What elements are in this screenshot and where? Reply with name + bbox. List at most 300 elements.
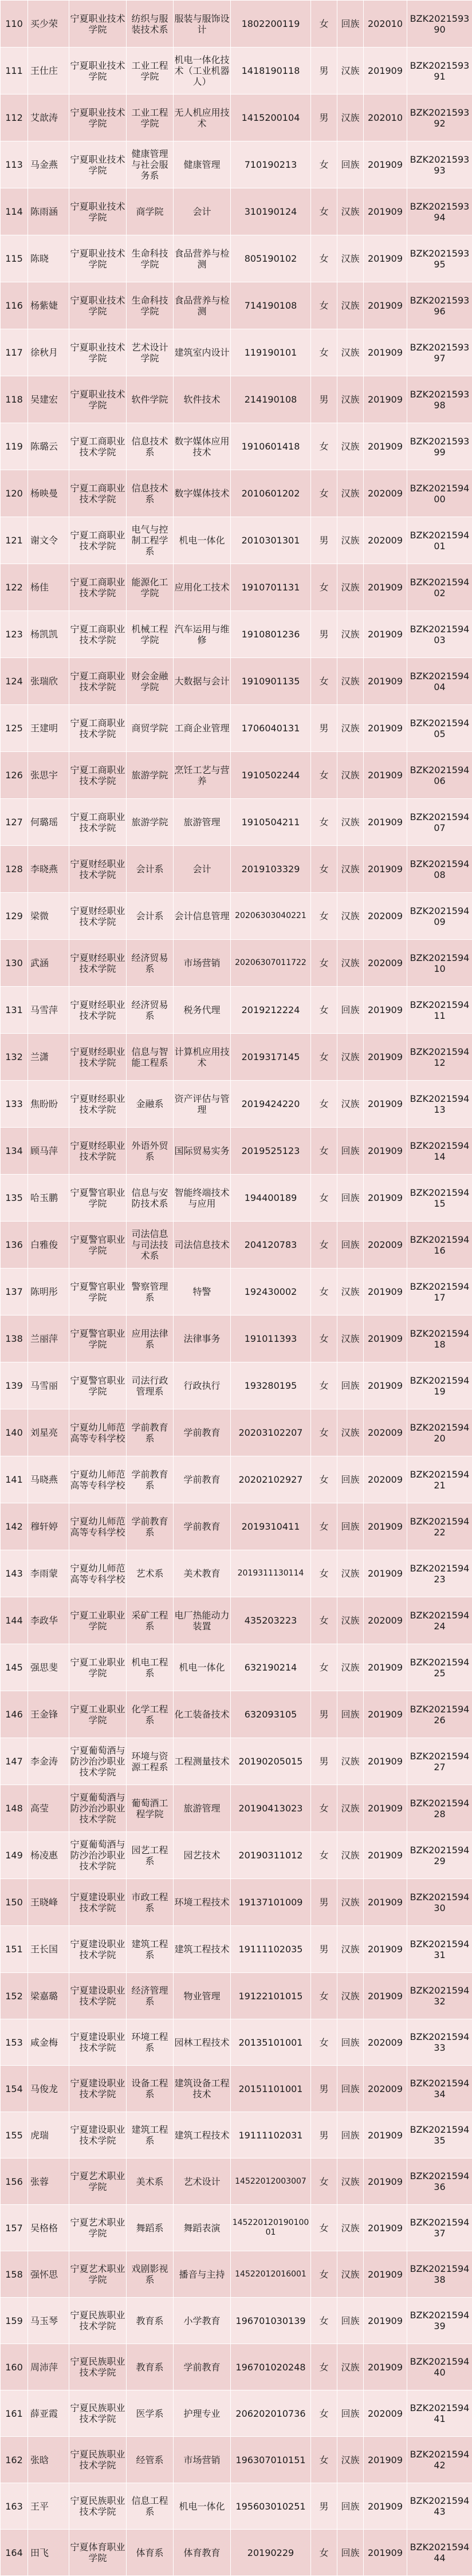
- cell-name: 刘星亮: [28, 1409, 69, 1456]
- cell-enrollment: 202009: [364, 1597, 407, 1644]
- cell-department: 教育系: [127, 2298, 174, 2344]
- cell-department: 旅游学院: [127, 752, 174, 799]
- table-row: [1, 658, 472, 705]
- cell-school: 宁夏职业技术学院: [69, 188, 127, 235]
- cell-school: 宁夏工商职业技术学院: [69, 611, 127, 658]
- table-row: [1, 94, 472, 141]
- cell-ethnicity: 回族: [337, 2066, 364, 2112]
- cell-department: 健康管理与社会服务系: [127, 141, 174, 188]
- cell-name: 艾歆涛: [28, 94, 69, 141]
- cell-department: 学前教育系: [127, 1503, 174, 1550]
- cell-department: 能源化工学院: [127, 564, 174, 611]
- cell-student-id: 20190205015: [231, 1738, 311, 1785]
- cell-enrollment: 201909: [364, 2344, 407, 2390]
- cell-student-id: 14522012016001: [231, 2251, 311, 2298]
- cell-index: 112: [1, 94, 28, 141]
- cell-ethnicity: 汉族: [337, 752, 364, 799]
- cell-certificate-no: BZK202159427: [407, 1738, 472, 1785]
- cell-school: 宁夏职业技术学院: [69, 329, 127, 376]
- cell-certificate-no: BZK202159420: [407, 1409, 472, 1456]
- cell-certificate-no: BZK202159421: [407, 1456, 472, 1503]
- cell-certificate-no: BZK202159397: [407, 329, 472, 376]
- cell-certificate-no: BZK202159434: [407, 2066, 472, 2112]
- cell-student-id: 2019424220: [231, 1081, 311, 1128]
- cell-enrollment: 201909: [364, 846, 407, 893]
- cell-department: 机电工程系: [127, 1644, 174, 1691]
- cell-index: 154: [1, 2066, 28, 2112]
- cell-student-id: 193280195: [231, 1362, 311, 1409]
- cell-student-id: 2019103329: [231, 846, 311, 893]
- table-row: [1, 1973, 472, 2019]
- cell-certificate-no: BZK202159425: [407, 1644, 472, 1691]
- table-row: [1, 2298, 472, 2344]
- cell-certificate-no: BZK202159426: [407, 1691, 472, 1738]
- cell-index: 131: [1, 987, 28, 1034]
- cell-index: 115: [1, 235, 28, 282]
- cell-department: 信息技术系: [127, 470, 174, 517]
- cell-index: 117: [1, 329, 28, 376]
- cell-enrollment: 201909: [364, 1128, 407, 1175]
- cell-certificate-no: BZK202159414: [407, 1128, 472, 1175]
- cell-student-id: 206202010736: [231, 2390, 311, 2437]
- cell-school: 宁夏工商职业技术学院: [69, 752, 127, 799]
- cell-school: 宁夏工商职业技术学院: [69, 658, 127, 705]
- cell-gender: 女: [311, 1550, 337, 1597]
- cell-name: 陈雨涵: [28, 188, 69, 235]
- cell-enrollment: 201909: [364, 799, 407, 846]
- cell-school: 宁夏工业职业学院: [69, 1597, 127, 1644]
- cell-major: 特警: [174, 1269, 231, 1315]
- cell-ethnicity: 汉族: [337, 1269, 364, 1315]
- cell-enrollment: 201909: [364, 1550, 407, 1597]
- cell-school: 宁夏职业技术学院: [69, 282, 127, 329]
- cell-ethnicity: 回族: [337, 1128, 364, 1175]
- cell-name: 杨紫婕: [28, 282, 69, 329]
- cell-name: 王晓峰: [28, 1879, 69, 1926]
- cell-ethnicity: 汉族: [337, 893, 364, 940]
- table-row: [1, 987, 472, 1034]
- cell-gender: 女: [311, 846, 337, 893]
- cell-gender: 男: [311, 94, 337, 141]
- cell-ethnicity: 汉族: [337, 940, 364, 987]
- table-row: [1, 2019, 472, 2066]
- cell-student-id: 1910901135: [231, 658, 311, 705]
- cell-index: 158: [1, 2251, 28, 2298]
- cell-school: 宁夏幼儿师范高等专科学校: [69, 1409, 127, 1456]
- cell-enrollment: 201909: [364, 1785, 407, 1832]
- cell-school: 宁夏建设职业技术学院: [69, 1973, 127, 2019]
- cell-certificate-no: BZK202159423: [407, 1550, 472, 1597]
- cell-ethnicity: 回族: [337, 1503, 364, 1550]
- cell-school: 宁夏艺术职业学院: [69, 2159, 127, 2205]
- cell-gender: 女: [311, 235, 337, 282]
- cell-student-id: 20135101001: [231, 2019, 311, 2066]
- cell-name: 陈晓: [28, 235, 69, 282]
- table-row: [1, 1456, 472, 1503]
- cell-ethnicity: 汉族: [337, 1081, 364, 1128]
- cell-certificate-no: BZK202159398: [407, 376, 472, 423]
- cell-department: 园艺工程系: [127, 1832, 174, 1879]
- cell-student-id: 2019525123: [231, 1128, 311, 1175]
- cell-gender: 女: [311, 282, 337, 329]
- table-row: [1, 564, 472, 611]
- cell-index: 163: [1, 2483, 28, 2530]
- cell-name: 哈玉鹏: [28, 1175, 69, 1222]
- cell-student-id: 2010301301: [231, 517, 311, 564]
- cell-enrollment: 201909: [364, 423, 407, 470]
- cell-student-id: 1706040131: [231, 705, 311, 752]
- cell-department: 设备工程系: [127, 2066, 174, 2112]
- table-body: [1, 1, 472, 2576]
- cell-ethnicity: 汉族: [337, 2344, 364, 2390]
- cell-ethnicity: 汉族: [337, 1315, 364, 1362]
- cell-school: 宁夏职业技术学院: [69, 94, 127, 141]
- cell-gender: 男: [311, 1738, 337, 1785]
- cell-certificate-no: BZK202159396: [407, 282, 472, 329]
- cell-major: 资产评估与管理: [174, 1081, 231, 1128]
- cell-school: 宁夏幼儿师范高等专科学校: [69, 1456, 127, 1503]
- cell-gender: 女: [311, 1128, 337, 1175]
- cell-index: 148: [1, 1785, 28, 1832]
- table-row: [1, 517, 472, 564]
- cell-student-id: 119190101: [231, 329, 311, 376]
- cell-department: 信息技术系: [127, 423, 174, 470]
- cell-major: 园林工程技术: [174, 2019, 231, 2066]
- cell-certificate-no: BZK202159424: [407, 1597, 472, 1644]
- cell-student-id: 14522012019010001: [231, 2205, 311, 2251]
- table-row: [1, 1222, 472, 1269]
- cell-major: 市场营销: [174, 940, 231, 987]
- cell-gender: 男: [311, 2112, 337, 2159]
- cell-ethnicity: 回族: [337, 1362, 364, 1409]
- cell-student-id: 2019317145: [231, 1034, 311, 1081]
- cell-department: 外语外贸系: [127, 1128, 174, 1175]
- cell-school: 宁夏警官职业学院: [69, 1362, 127, 1409]
- cell-department: 建筑工程系: [127, 2112, 174, 2159]
- cell-enrollment: 201909: [364, 1926, 407, 1973]
- cell-student-id: 20190413023: [231, 1785, 311, 1832]
- cell-index: 122: [1, 564, 28, 611]
- cell-certificate-no: BZK202159429: [407, 1832, 472, 1879]
- table-row: [1, 235, 472, 282]
- cell-major: 艺术设计: [174, 2159, 231, 2205]
- cell-index: 126: [1, 752, 28, 799]
- cell-department: 舞蹈系: [127, 2205, 174, 2251]
- cell-major: 旅游管理: [174, 799, 231, 846]
- table-row: [1, 752, 472, 799]
- cell-gender: 男: [311, 2483, 337, 2530]
- table-row: [1, 2530, 472, 2576]
- cell-student-id: 195603010251: [231, 2483, 311, 2530]
- cell-certificate-no: BZK202159436: [407, 2159, 472, 2205]
- cell-name: 马晓燕: [28, 1456, 69, 1503]
- table-row: [1, 1128, 472, 1175]
- cell-major: 电厂热能动力装置: [174, 1597, 231, 1644]
- cell-department: 医学系: [127, 2390, 174, 2437]
- cell-school: 宁夏工商职业技术学院: [69, 423, 127, 470]
- cell-enrollment: 201909: [364, 1644, 407, 1691]
- cell-department: 警察管理系: [127, 1269, 174, 1315]
- table-row: [1, 1503, 472, 1550]
- cell-ethnicity: 回族: [337, 2298, 364, 2344]
- cell-gender: 男: [311, 1879, 337, 1926]
- cell-ethnicity: 回族: [337, 2390, 364, 2437]
- cell-department: 纺织与服装技术系: [127, 1, 174, 48]
- cell-school: 宁夏财经职业技术学院: [69, 1034, 127, 1081]
- table-row: [1, 2437, 472, 2483]
- cell-index: 141: [1, 1456, 28, 1503]
- cell-name: 武涵: [28, 940, 69, 987]
- cell-student-id: 805190102: [231, 235, 311, 282]
- cell-certificate-no: BZK202159410: [407, 940, 472, 987]
- table-row: [1, 141, 472, 188]
- cell-student-id: 20206307011722: [231, 940, 311, 987]
- cell-name: 张瑞欣: [28, 658, 69, 705]
- cell-index: 159: [1, 2298, 28, 2344]
- cell-ethnicity: 回族: [337, 1456, 364, 1503]
- cell-gender: 女: [311, 2390, 337, 2437]
- cell-index: 138: [1, 1315, 28, 1362]
- cell-certificate-no: BZK202159408: [407, 846, 472, 893]
- cell-ethnicity: 汉族: [337, 1926, 364, 1973]
- table-row: [1, 799, 472, 846]
- cell-ethnicity: 汉族: [337, 1034, 364, 1081]
- cell-name: 王金锋: [28, 1691, 69, 1738]
- cell-name: 白雅俊: [28, 1222, 69, 1269]
- cell-major: 环境工程技术: [174, 1879, 231, 1926]
- cell-student-id: 196307010151: [231, 2437, 311, 2483]
- cell-major: 美术教育: [174, 1550, 231, 1597]
- cell-student-id: 191011393: [231, 1315, 311, 1362]
- cell-ethnicity: 汉族: [337, 846, 364, 893]
- cell-certificate-no: BZK202159418: [407, 1315, 472, 1362]
- cell-ethnicity: 汉族: [337, 1550, 364, 1597]
- table-row: [1, 1644, 472, 1691]
- cell-certificate-no: BZK202159404: [407, 658, 472, 705]
- cell-student-id: 2019212224: [231, 987, 311, 1034]
- cell-student-id: 19122101015: [231, 1973, 311, 2019]
- cell-ethnicity: 汉族: [337, 1409, 364, 1456]
- cell-ethnicity: 汉族: [337, 1879, 364, 1926]
- cell-student-id: 19111102031: [231, 2112, 311, 2159]
- cell-gender: 男: [311, 2066, 337, 2112]
- cell-gender: 女: [311, 1315, 337, 1362]
- cell-certificate-no: BZK202159406: [407, 752, 472, 799]
- cell-major: 应用化工技术: [174, 564, 231, 611]
- cell-gender: 女: [311, 2530, 337, 2576]
- cell-enrollment: 201909: [364, 1691, 407, 1738]
- cell-enrollment: 201909: [364, 329, 407, 376]
- table-row: [1, 1034, 472, 1081]
- cell-certificate-no: BZK202159437: [407, 2205, 472, 2251]
- cell-school: 宁夏财经职业技术学院: [69, 1081, 127, 1128]
- cell-enrollment: 201909: [364, 1503, 407, 1550]
- cell-enrollment: 201909: [364, 705, 407, 752]
- cell-department: 教育系: [127, 2344, 174, 2390]
- cell-index: 145: [1, 1644, 28, 1691]
- table-row: [1, 2483, 472, 2530]
- cell-major: 软件技术: [174, 376, 231, 423]
- cell-school: 宁夏葡萄酒与防沙治沙职业技术学院: [69, 1738, 127, 1785]
- cell-certificate-no: BZK202159444: [407, 2530, 472, 2576]
- cell-name: 张晗: [28, 2437, 69, 2483]
- cell-enrollment: 201909: [364, 987, 407, 1034]
- cell-major: 机电一体化技术（工业机器人）: [174, 48, 231, 94]
- table-row: [1, 893, 472, 940]
- cell-gender: 女: [311, 1222, 337, 1269]
- cell-department: 市政工程系: [127, 1879, 174, 1926]
- cell-student-id: 20202102927: [231, 1456, 311, 1503]
- cell-certificate-no: BZK202159412: [407, 1034, 472, 1081]
- cell-major: 机电一体化: [174, 2483, 231, 2530]
- cell-gender: 男: [311, 376, 337, 423]
- cell-certificate-no: BZK202159422: [407, 1503, 472, 1550]
- table-row: [1, 48, 472, 94]
- cell-school: 宁夏民族职业技术学院: [69, 2344, 127, 2390]
- cell-ethnicity: 回族: [337, 1691, 364, 1738]
- cell-gender: 女: [311, 329, 337, 376]
- table-row: [1, 2344, 472, 2390]
- cell-enrollment: 202009: [364, 1409, 407, 1456]
- cell-certificate-no: BZK202159443: [407, 2483, 472, 2530]
- cell-enrollment: 201909: [364, 2205, 407, 2251]
- cell-student-id: 19111102035: [231, 1926, 311, 1973]
- cell-certificate-no: BZK202159419: [407, 1362, 472, 1409]
- cell-major: 法律事务: [174, 1315, 231, 1362]
- table-row: [1, 1597, 472, 1644]
- cell-major: 烹饪工艺与营养: [174, 752, 231, 799]
- cell-student-id: 20190311012: [231, 1832, 311, 1879]
- cell-gender: 女: [311, 893, 337, 940]
- table-row: [1, 1738, 472, 1785]
- cell-gender: 女: [311, 2159, 337, 2205]
- table-row: [1, 2159, 472, 2205]
- cell-name: 陈明彤: [28, 1269, 69, 1315]
- cell-gender: 女: [311, 1456, 337, 1503]
- cell-department: 学前教育系: [127, 1456, 174, 1503]
- cell-school: 宁夏建设职业技术学院: [69, 1926, 127, 1973]
- cell-department: 机械工程学院: [127, 611, 174, 658]
- cell-school: 宁夏职业技术学院: [69, 1, 127, 48]
- cell-student-id: 710190213: [231, 141, 311, 188]
- cell-certificate-no: BZK202159440: [407, 2344, 472, 2390]
- cell-school: 宁夏民族职业技术学院: [69, 2390, 127, 2437]
- table-row: [1, 1175, 472, 1222]
- cell-name: 焦盼盼: [28, 1081, 69, 1128]
- cell-student-id: 1910801236: [231, 611, 311, 658]
- cell-gender: 女: [311, 2298, 337, 2344]
- cell-name: 杨佳: [28, 564, 69, 611]
- cell-certificate-no: BZK202159413: [407, 1081, 472, 1128]
- cell-name: 强怀思: [28, 2251, 69, 2298]
- cell-gender: 女: [311, 1269, 337, 1315]
- cell-department: 信息与安防技术系: [127, 1175, 174, 1222]
- cell-department: 采矿工程系: [127, 1597, 174, 1644]
- cell-name: 马雪丽: [28, 1362, 69, 1409]
- cell-student-id: 194400189: [231, 1175, 311, 1222]
- cell-student-id: 204120783: [231, 1222, 311, 1269]
- cell-major: 国际贸易实务: [174, 1128, 231, 1175]
- cell-certificate-no: BZK202159415: [407, 1175, 472, 1222]
- cell-enrollment: 202009: [364, 2390, 407, 2437]
- cell-department: 化学工程系: [127, 1691, 174, 1738]
- cell-enrollment: 201909: [364, 658, 407, 705]
- cell-school: 宁夏工商职业技术学院: [69, 705, 127, 752]
- cell-school: 宁夏工业职业学院: [69, 1644, 127, 1691]
- cell-student-id: 196701020248: [231, 2344, 311, 2390]
- cell-index: 151: [1, 1926, 28, 1973]
- cell-certificate-no: BZK202159432: [407, 1973, 472, 2019]
- table-row: [1, 2390, 472, 2437]
- cell-department: 信息与智能工程系: [127, 1034, 174, 1081]
- cell-name: 马雪萍: [28, 987, 69, 1034]
- table-row: [1, 423, 472, 470]
- cell-name: 张思宇: [28, 752, 69, 799]
- cell-certificate-no: BZK202159442: [407, 2437, 472, 2483]
- cell-enrollment: 202009: [364, 2019, 407, 2066]
- cell-name: 吴建宏: [28, 376, 69, 423]
- cell-major: 建筑工程技术: [174, 2112, 231, 2159]
- cell-gender: 女: [311, 2437, 337, 2483]
- cell-ethnicity: 汉族: [337, 48, 364, 94]
- cell-name: 何璐瑶: [28, 799, 69, 846]
- cell-student-id: 632093105: [231, 1691, 311, 1738]
- cell-gender: 女: [311, 1973, 337, 2019]
- cell-index: 130: [1, 940, 28, 987]
- cell-enrollment: 202009: [364, 470, 407, 517]
- cell-ethnicity: 汉族: [337, 235, 364, 282]
- cell-enrollment: 201909: [364, 376, 407, 423]
- cell-student-id: 435203223: [231, 1597, 311, 1644]
- cell-department: 旅游学院: [127, 799, 174, 846]
- cell-gender: 女: [311, 752, 337, 799]
- cell-index: 132: [1, 1034, 28, 1081]
- table-row: [1, 940, 472, 987]
- cell-name: 李晓燕: [28, 846, 69, 893]
- table-row: [1, 1550, 472, 1597]
- cell-school: 宁夏职业技术学院: [69, 141, 127, 188]
- cell-school: 宁夏葡萄酒与防沙治沙职业技术学院: [69, 1832, 127, 1879]
- cell-enrollment: 201909: [364, 1034, 407, 1081]
- cell-certificate-no: BZK202159407: [407, 799, 472, 846]
- cell-enrollment: 202010: [364, 1, 407, 48]
- cell-gender: 女: [311, 940, 337, 987]
- cell-gender: 男: [311, 1691, 337, 1738]
- cell-certificate-no: BZK202159405: [407, 705, 472, 752]
- cell-ethnicity: 汉族: [337, 1644, 364, 1691]
- cell-name: 咸金梅: [28, 2019, 69, 2066]
- cell-student-id: 1910701131: [231, 564, 311, 611]
- cell-major: 建筑室内设计: [174, 329, 231, 376]
- table-row: [1, 2251, 472, 2298]
- cell-school: 宁夏建设职业技术学院: [69, 2019, 127, 2066]
- cell-gender: 女: [311, 141, 337, 188]
- cell-name: 高莹: [28, 1785, 69, 1832]
- cell-school: 宁夏警官职业学院: [69, 1315, 127, 1362]
- cell-department: 美术系: [127, 2159, 174, 2205]
- cell-name: 杨映曼: [28, 470, 69, 517]
- cell-name: 王建明: [28, 705, 69, 752]
- cell-certificate-no: BZK202159409: [407, 893, 472, 940]
- cell-enrollment: 201909: [364, 564, 407, 611]
- table-row: [1, 611, 472, 658]
- table-row: [1, 2112, 472, 2159]
- cell-department: 艺术系: [127, 1550, 174, 1597]
- table-row: [1, 376, 472, 423]
- cell-index: 133: [1, 1081, 28, 1128]
- cell-name: 谢文令: [28, 517, 69, 564]
- cell-index: 119: [1, 423, 28, 470]
